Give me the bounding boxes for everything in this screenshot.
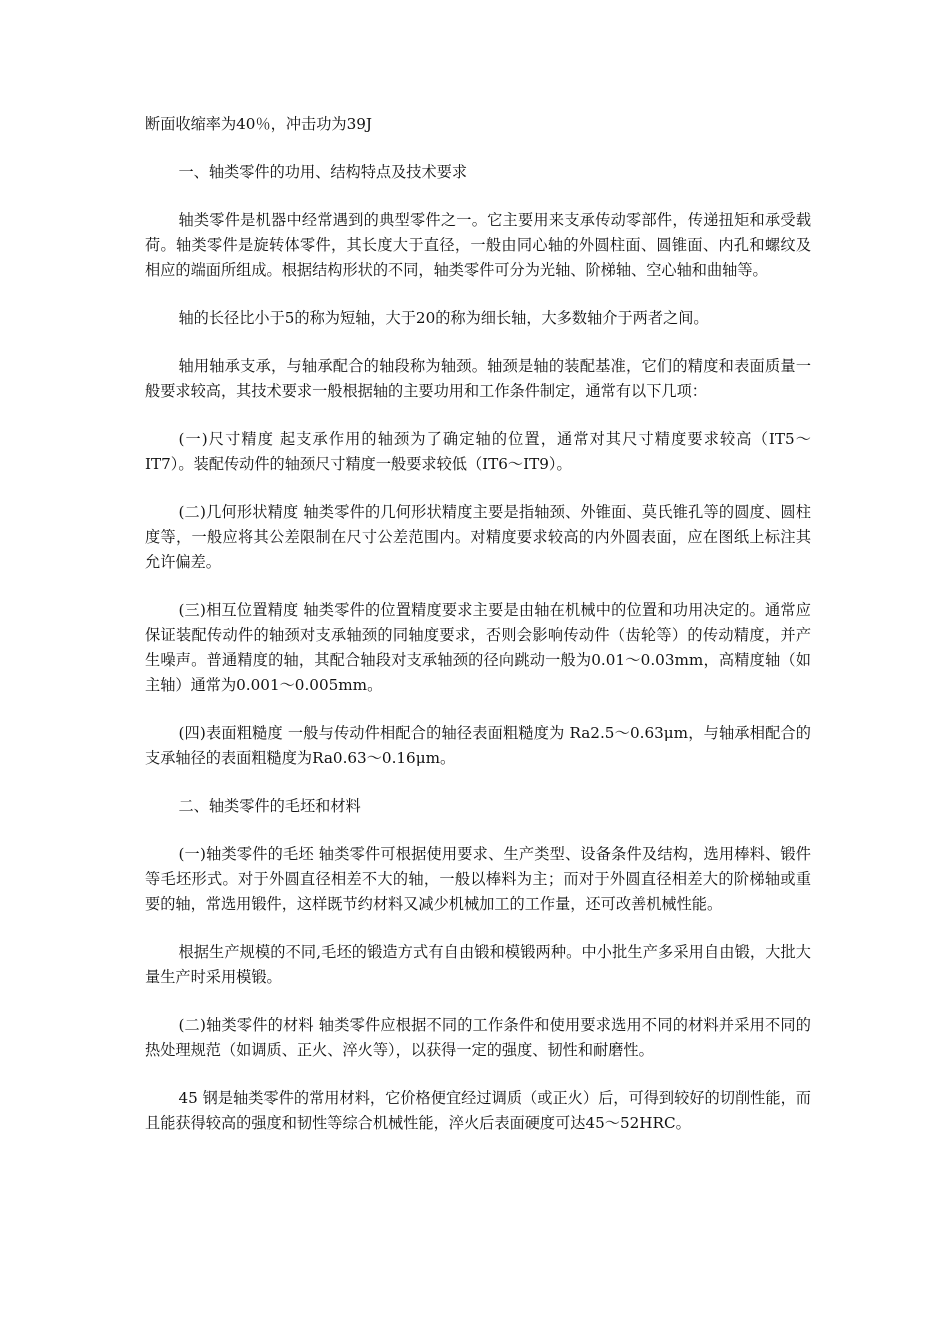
paragraph: (一)尺寸精度 起支承作用的轴颈为了确定轴的位置，通常对其尺寸精度要求较高（IT5～IT7）。装配传动件的轴颈尺寸精度一般要求较低（IT6～IT9）。 <box>145 430 811 473</box>
paragraph: (三)相互位置精度 轴类零件的位置精度要求主要是由轴在机械中的位置和功用决定的。通常应保证装配传动件的轴颈对支承轴颈的同轴度要求，否则会影响传动件（齿轮等）的传动精度，并产生噪声。普通精度的轴，其配合轴段对支承轴颈的径向跳动一般为0.01～0.03mm，高精度轴（如主轴）通常为0.001～0.005mm。 <box>145 601 811 694</box>
section-heading: 一、轴类零件的功用、结构特点及技术要求 <box>178 163 467 181</box>
paragraph: 轴的长径比小于5的称为短轴，大于20的称为细长轴，大多数轴介于两者之间。 <box>178 309 709 327</box>
paragraph: (二)轴类零件的材料 轴类零件应根据不同的工作条件和使用要求选用不同的材料并采用不同的热处理规范（如调质、正火、淬火等），以获得一定的强度、韧性和耐磨性。 <box>145 1016 811 1059</box>
paragraph: (二)几何形状精度 轴类零件的几何形状精度主要是指轴颈、外锥面、莫氏锥孔等的圆度、圆柱度等，一般应将其公差限制在尺寸公差范围内。对精度要求较高的内外圆表面，应在图纸上标注其允许偏差。 <box>145 503 811 571</box>
section-heading: 二、轴类零件的毛坯和材料 <box>178 797 361 815</box>
paragraph: 根据生产规模的不同,毛坯的锻造方式有自由锻和模锻两种。中小批生产多采用自由锻，大批大量生产时采用模锻。 <box>145 943 811 986</box>
paragraph: 断面收缩率为40％，冲击功为39J <box>145 115 372 133</box>
paragraph: 45 钢是轴类零件的常用材料，它价格便宜经过调质（或正火）后，可得到较好的切削性能，而且能获得较高的强度和韧性等综合机械性能，淬火后表面硬度可达45～52HRC。 <box>145 1089 811 1132</box>
paragraph: (一)轴类零件的毛坯 轴类零件可根据使用要求、生产类型、设备条件及结构，选用棒料、锻件等毛坯形式。对于外圆直径相差不大的轴，一般以棒料为主；而对于外圆直径相差大的阶梯轴或重要的轴，常选用锻件，这样既节约材料又减少机械加工的工作量，还可改善机械性能。 <box>145 845 811 913</box>
paragraph: 轴用轴承支承，与轴承配合的轴段称为轴颈。轴颈是轴的装配基准，它们的精度和表面质量一般要求较高，其技术要求一般根据轴的主要功用和工作条件制定，通常有以下几项： <box>145 357 811 400</box>
paragraph: 轴类零件是机器中经常遇到的典型零件之一。它主要用来支承传动零部件，传递扭矩和承受载荷。轴类零件是旋转体零件，其长度大于直径，一般由同心轴的外圆柱面、圆锥面、内孔和螺纹及相应的端面所组成。根据结构形状的不同，轴类零件可分为光轴、阶梯轴、空心轴和曲轴等。 <box>145 211 811 279</box>
paragraph: (四)表面粗糙度 一般与传动件相配合的轴径表面粗糙度为 Ra2.5～0.63μm，与轴承相配合的支承轴径的表面粗糙度为Ra0.63～0.16μm。 <box>145 724 811 767</box>
document-body <box>145 112 811 1159</box>
